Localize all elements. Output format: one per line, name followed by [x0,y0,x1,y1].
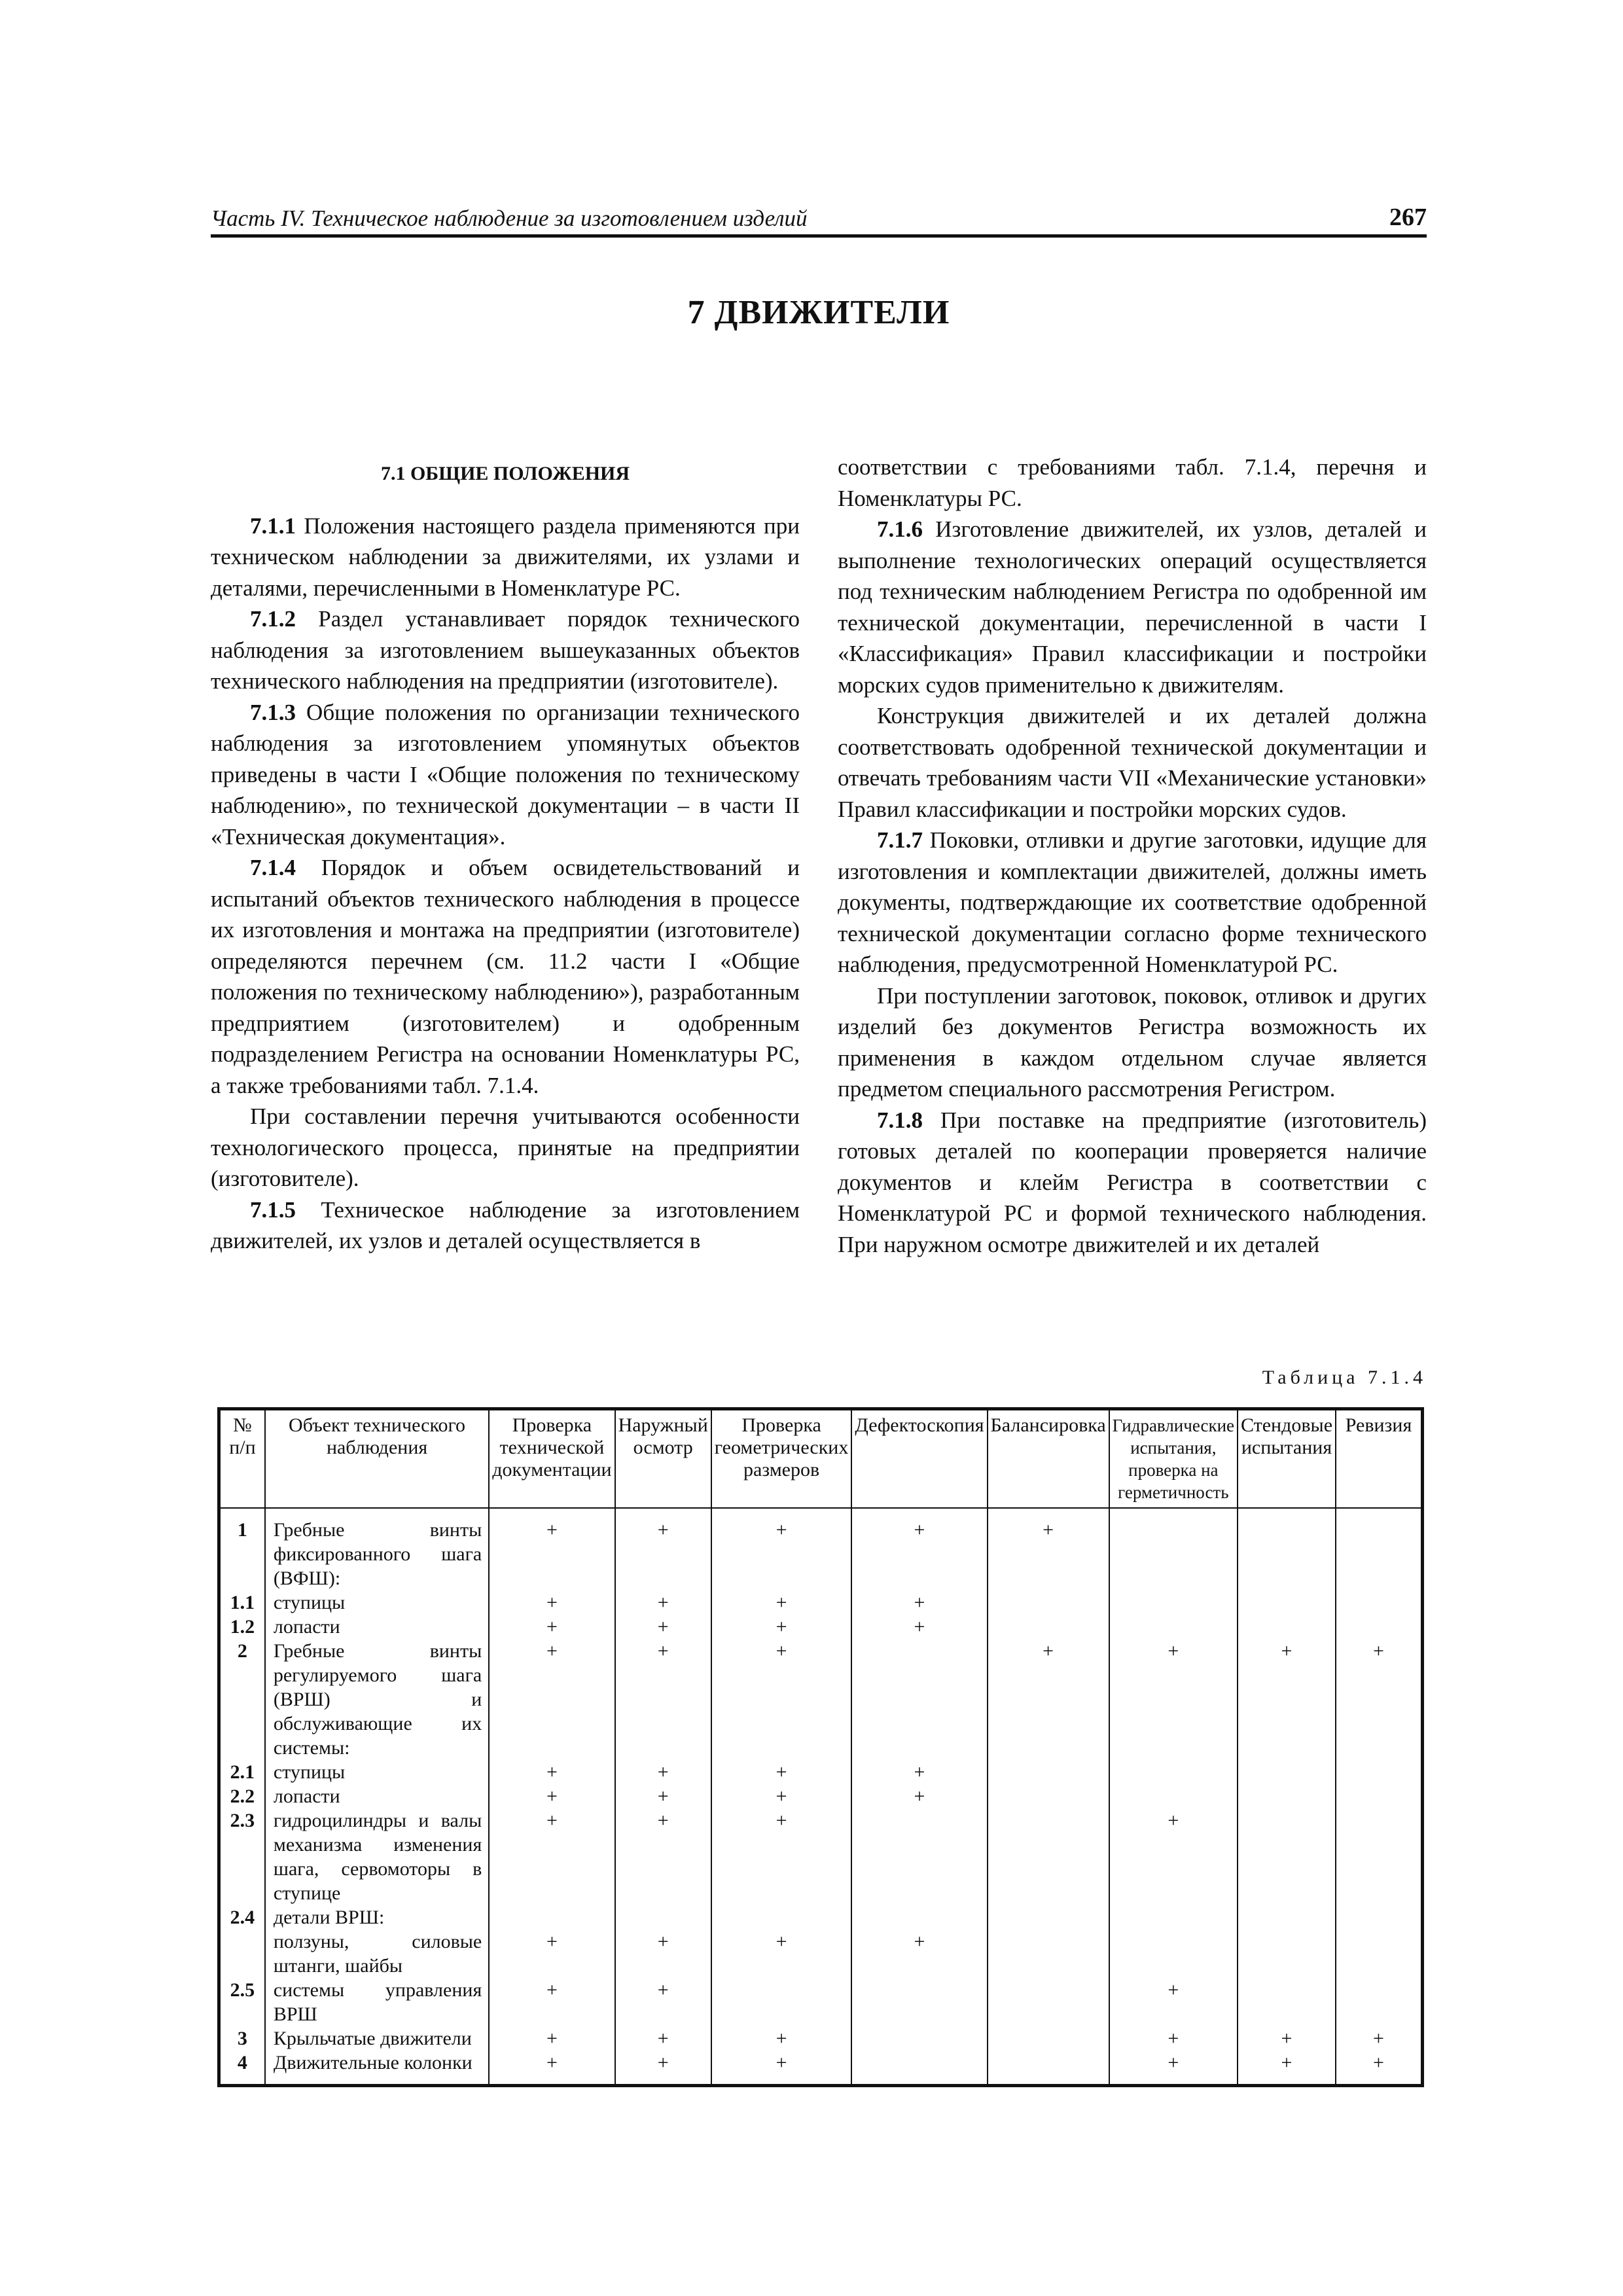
row-mark [1109,1760,1238,1784]
row-mark [1109,1508,1238,1590]
row-mark: + [711,1808,852,1905]
paragraph-continuation: соответствии с требованиями табл. 7.1.4, перечня и Номенклатуры РС. [838,454,1427,511]
table-row [219,2026,1423,2051]
row-number: 2.1 [219,1760,265,1784]
column-header: Гидравлические испытания, проверка на герметичность [1109,1409,1238,1509]
row-object: ползуны, силовые штанги, шайбы [265,1929,489,1978]
row-mark [851,1978,987,2026]
row-mark: + [489,1508,615,1590]
row-object: лопасти [265,1784,489,1808]
column-header: Объект технического наблюдения [265,1409,489,1509]
row-mark [1336,1808,1422,1905]
row-mark [851,2051,987,2086]
row-mark: + [489,1590,615,1615]
row-mark: + [489,1615,615,1639]
row-mark: + [489,2026,615,2051]
column-header: № п/п [219,1409,265,1509]
row-mark: + [711,1615,852,1639]
row-object: Крыльчатые движители [265,2026,489,2051]
row-mark [1109,1590,1238,1615]
row-mark: + [711,2026,852,2051]
row-number: 3 [219,2026,265,2051]
paragraph-text: При поступлении заготовок, поковок, отливок и других изделий без документов Регистра возможность их применения в каждом отдельном случае является предметом специального рассмотрения Регистром. [838,982,1427,1102]
row-mark: + [711,2051,852,2086]
row-mark [988,1615,1109,1639]
row-mark: + [711,1639,852,1760]
row-mark: + [1109,2051,1238,2086]
row-mark [988,1590,1109,1615]
row-object: Гребные винты фиксированного шага (ВФШ): [265,1508,489,1590]
column-header: Дефектоскопия [851,1409,987,1509]
row-mark: + [489,1639,615,1760]
row-mark [1336,1760,1422,1784]
running-header [211,202,1427,238]
row-mark [1109,1784,1238,1808]
table-row [219,1760,1423,1784]
paragraph-7-1-4: 7.1.4 Порядок и объем освидетельствований и испытаний объектов технического наблюдения в процессе их изготовления и монтажа на предприятии (изготовителе) определяются перечнем (см. 11.2 части I «Общие положения по техническому наблюдению»), разработанным предприятием (изготовителем) и одобренным подразделением Регистра на основании Номенклатуры РС, а также требованиями табл. 7.1.4. [211,855,800,1098]
row-mark: + [851,1929,987,1978]
table-row [219,1639,1423,1760]
row-mark [1336,1978,1422,2026]
row-mark [1109,1929,1238,1978]
page-number: 267 [1389,204,1427,231]
row-mark: + [1109,1639,1238,1760]
row-mark: + [711,1508,852,1590]
table-row [219,1508,1423,1590]
table-row [219,2051,1423,2086]
paragraph-7-1-3: 7.1.3 Общие положения по организации технического наблюдения за изготовлением упомянутых объектов приведены в части I «Общие положения по техническому наблюдению», по технической документации – в части II «Техническая документация». [211,699,800,850]
row-number: 1.2 [219,1615,265,1639]
row-mark [1109,1615,1238,1639]
row-mark [711,1978,852,2026]
row-mark [1238,1590,1336,1615]
row-mark [851,2026,987,2051]
row-mark [988,1978,1109,2026]
row-number: 2.4 [219,1905,265,1929]
row-mark: + [851,1615,987,1639]
table-caption: Таблица 7.1.4 [1262,1367,1427,1388]
row-number: 1.1 [219,1590,265,1615]
column-header: Проверка технической документации [489,1409,615,1509]
row-mark [988,1929,1109,1978]
left-column [211,452,800,1257]
paragraph-7-1-1: 7.1.1 Положения настоящего раздела применяются при техническом наблюдении за движителями, их узлами и деталями, перечисленными в Номенклатуре РС. [211,512,800,601]
row-mark: + [711,1760,852,1784]
row-mark [1336,1905,1422,1929]
column-header: Стендовые испытания [1238,1409,1336,1509]
row-mark: + [489,1760,615,1784]
row-mark: + [615,1615,711,1639]
table-row [219,1978,1423,2026]
row-number [219,1929,265,1978]
row-mark [988,1784,1109,1808]
paragraph-text: Конструкция движителей и их деталей должна соответствовать одобренной технической документации и отвечать требованиям части VII «Механические установки» Правил классификации и постройки морских судов. [838,703,1427,822]
column-header: Балансировка [988,1409,1109,1509]
row-mark [1238,1508,1336,1590]
column-header: Наружный осмотр [615,1409,711,1509]
row-mark [1336,1615,1422,1639]
table-row [219,1590,1423,1615]
chapter-title: 7 ДВИЖИТЕЛИ [687,294,950,331]
row-mark: + [711,1784,852,1808]
paragraph-7-1-8: 7.1.8 При поставке на предприятие (изготовитель) готовых деталей по кооперации проверяется наличие документов и клейм Регистра в соответствии с Номенклатурой РС и формой технического наблюдения. При наружном осмотре движителей и их деталей [838,1107,1427,1257]
row-mark [1109,1905,1238,1929]
row-object: ступицы [265,1590,489,1615]
row-object: Движительные колонки [265,2051,489,2086]
row-mark: + [1238,1639,1336,1760]
row-mark [1336,1508,1422,1590]
table-row [219,1929,1423,1978]
row-mark: + [489,1978,615,2026]
row-mark: + [489,1929,615,1978]
inspection-table [217,1407,1424,2087]
row-mark [1336,1929,1422,1978]
row-mark: + [1109,2026,1238,2051]
row-mark [1238,1929,1336,1978]
row-mark [988,1808,1109,1905]
running-header-title: Часть IV. Техническое наблюдение за изготовлением изделий [211,206,808,231]
row-mark: + [615,1760,711,1784]
row-mark: + [615,1978,711,2026]
row-mark: + [615,1590,711,1615]
row-mark: + [615,1639,711,1760]
row-mark: + [851,1590,987,1615]
paragraph-text: При составлении перечня учитываются особенности технологического процесса, принятые на предприятии (изготовителе). [211,1103,800,1191]
table-row [219,1615,1423,1639]
row-mark: + [615,1508,711,1590]
row-mark [988,2051,1109,2086]
row-mark: + [1109,1808,1238,1905]
row-mark: + [711,1929,852,1978]
row-mark: + [489,1808,615,1905]
row-number: 2 [219,1639,265,1760]
row-mark: + [615,1784,711,1808]
row-object: гидроцилиндры и валы механизма изменения шага, сервомоторы в ступице [265,1808,489,1905]
paragraph-7-1-5: 7.1.5 Техническое наблюдение за изготовлением движителей, их узлов и деталей осуществляется в [211,1196,800,1253]
row-mark [1238,1808,1336,1905]
row-object: ступицы [265,1760,489,1784]
section-title: 7.1 ОБЩИЕ ПОЛОЖЕНИЯ [380,463,630,484]
paragraph-7-1-7: 7.1.7 Поковки, отливки и другие заготовки, идущие для изготовления и комплектации движителей, должны иметь документы, подтверждающие их соответствие одобренной технической документации согласно форме технического наблюдения, предусмотренной Номенклатурой РС. [838,827,1427,977]
row-number: 2.3 [219,1808,265,1905]
paragraph-7-1-2: 7.1.2 Раздел устанавливает порядок технического наблюдения за изготовлением вышеуказанных объектов технического наблюдения на предприятии (изготовителе). [211,606,800,694]
row-mark: + [489,1784,615,1808]
table-row [219,1784,1423,1808]
table-row [219,1905,1423,1929]
row-mark: + [851,1760,987,1784]
row-mark [851,1808,987,1905]
row-mark [988,2026,1109,2051]
row-object: Гребные винты регулируемого шага (ВРШ) и обслуживающие их системы: [265,1639,489,1760]
row-number: 2.2 [219,1784,265,1808]
row-mark: + [851,1508,987,1590]
row-mark: + [988,1508,1109,1590]
row-mark [615,1905,711,1929]
row-mark [851,1905,987,1929]
row-mark: + [615,2026,711,2051]
row-mark [711,1905,852,1929]
row-mark [988,1905,1109,1929]
row-mark: + [1336,2051,1422,2086]
row-mark: + [1336,1639,1422,1760]
row-mark: + [489,2051,615,2086]
row-number: 1 [219,1508,265,1590]
row-mark: + [711,1590,852,1615]
row-mark [1238,1784,1336,1808]
row-object: системы управления ВРШ [265,1978,489,2026]
row-mark [851,1639,987,1760]
row-mark: + [615,1808,711,1905]
row-mark: + [1238,2026,1336,2051]
row-mark [1238,1978,1336,2026]
paragraph-7-1-6: 7.1.6 Изготовление движителей, их узлов, деталей и выполнение технологических операций осуществляется под техническим наблюдением Регистра по одобренной им технической документации, перечисленной в части I «Классификация» Правил классификации и постройки морских судов применительно к движителям. [838,516,1427,698]
row-object: лопасти [265,1615,489,1639]
row-mark [1238,1615,1336,1639]
row-mark [1336,1590,1422,1615]
row-mark: + [851,1784,987,1808]
row-object: детали ВРШ: [265,1905,489,1929]
column-header: Проверка геометрических размеров [711,1409,852,1509]
row-mark [489,1905,615,1929]
row-mark [988,1760,1109,1784]
table-row [219,1808,1423,1905]
row-mark: + [615,2051,711,2086]
row-mark [1336,1784,1422,1808]
row-number: 2.5 [219,1978,265,2026]
row-mark: + [1336,2026,1422,2051]
row-number: 4 [219,2051,265,2086]
row-mark [1238,1760,1336,1784]
row-mark: + [1109,1978,1238,2026]
row-mark: + [988,1639,1109,1760]
table-header-row [219,1409,1423,1509]
right-column [838,452,1427,1260]
column-header: Ревизия [1336,1409,1422,1509]
row-mark: + [1238,2051,1336,2086]
row-mark: + [615,1929,711,1978]
row-mark [1238,1905,1336,1929]
